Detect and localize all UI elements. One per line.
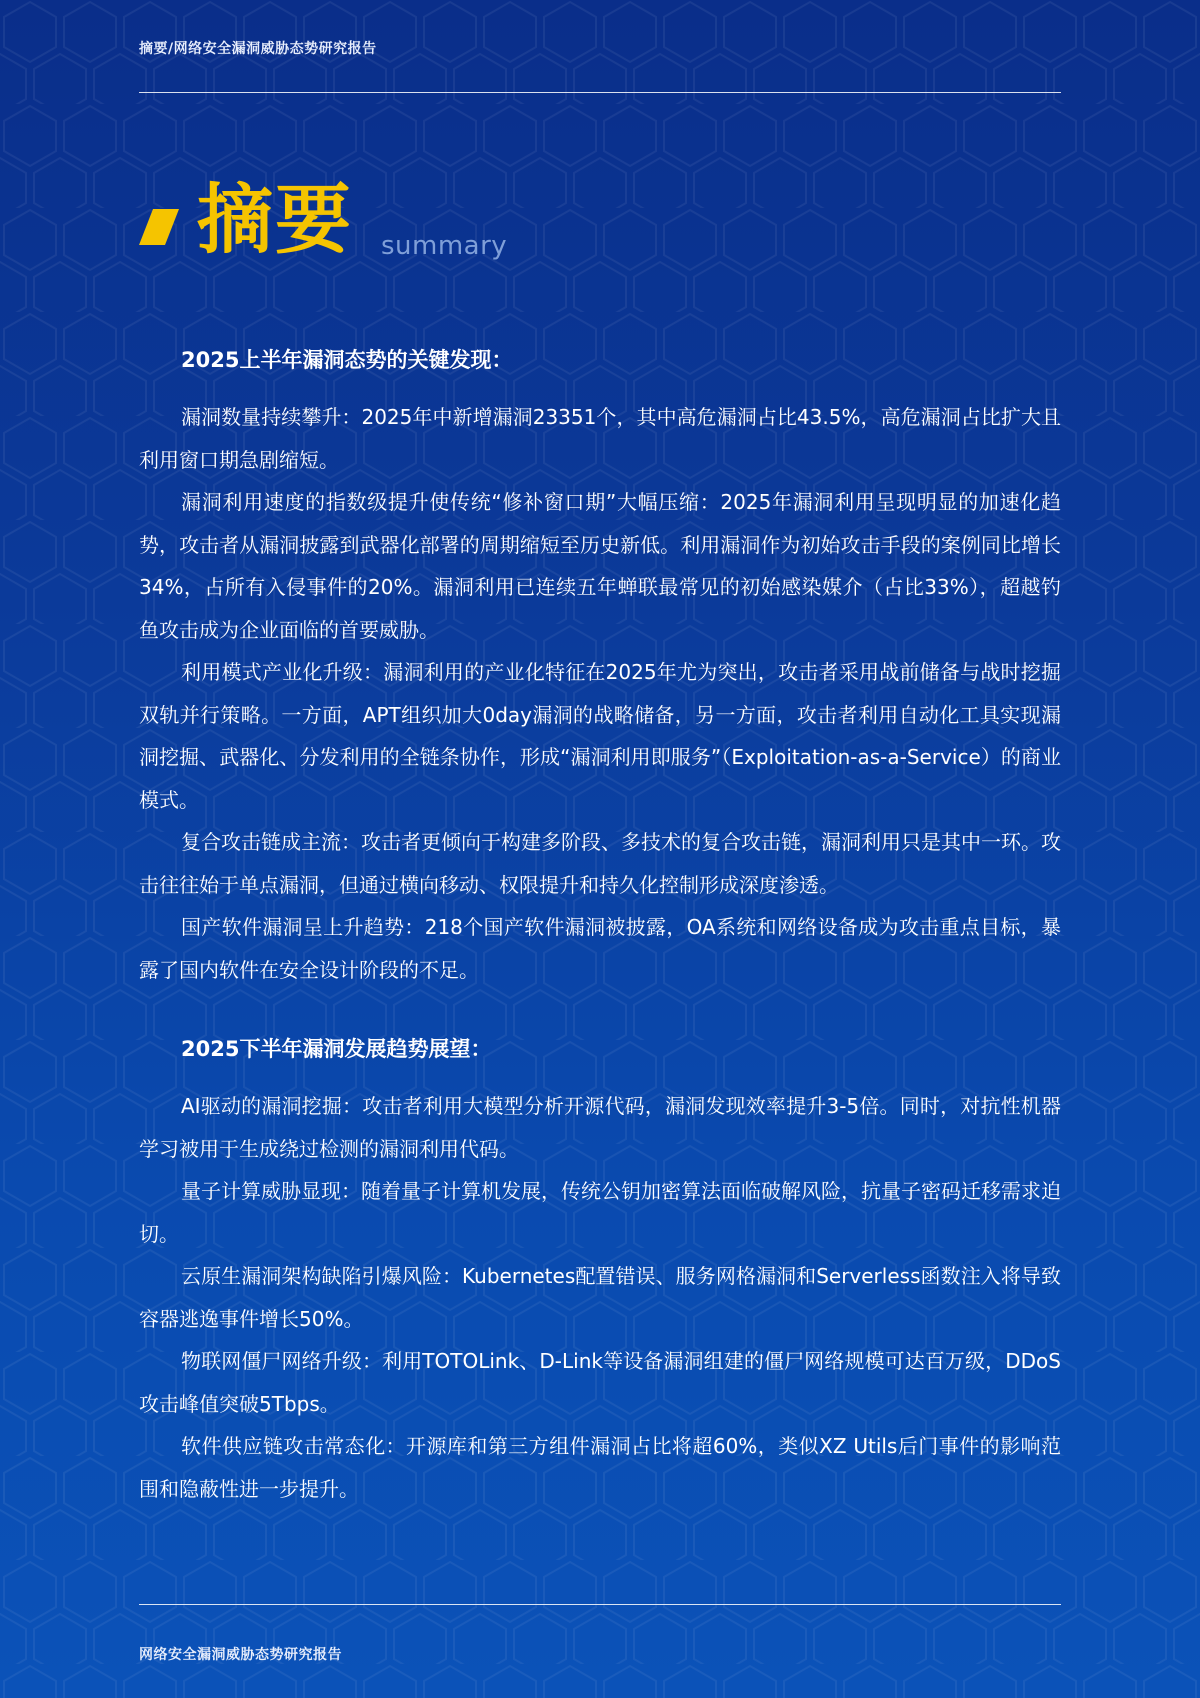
page-title-block (139, 175, 839, 275)
header-divider (139, 92, 1061, 93)
running-footer: 网络安全漏洞威胁态势研究报告 (139, 1647, 342, 1663)
paragraph: 物联网僵尸网络升级：利用TOTOLink、D-Link等设备漏洞组建的僵尸网络规模可达百万级，DDoS攻击峰值突破5Tbps。 (139, 1349, 1061, 1416)
paragraph: AI驱动的漏洞挖掘：攻击者利用大模型分析开源代码，漏洞发现效率提升3-5倍。同时，对抗性机器学习被用于生成绕过检测的漏洞利用代码。 (139, 1094, 1061, 1161)
page-subtitle: summary (381, 231, 508, 261)
page-title: 摘要 (197, 175, 353, 264)
paragraph: 软件供应链攻击常态化：开源库和第三方组件漏洞占比将超60%，类似XZ Utils后门事件的影响范围和隐蔽性进一步提升。 (139, 1434, 1061, 1501)
section-heading-h2-outlook: 2025下半年漏洞发展趋势展望： (181, 1037, 492, 1061)
slanted-bar-icon (139, 209, 179, 245)
running-header: 摘要/网络安全漏洞威胁态势研究报告 (139, 41, 377, 57)
paragraph: 国产软件漏洞呈上升趋势：218个国产软件漏洞被披露，OA系统和网络设备成为攻击重点目标，暴露了国内软件在安全设计阶段的不足。 (139, 915, 1061, 982)
paragraph: 量子计算威胁显现：随着量子计算机发展，传统公钥加密算法面临破解风险，抗量子密码迁移需求迫切。 (139, 1179, 1061, 1246)
section-heading-h1-findings: 2025上半年漏洞态势的关键发现： (181, 348, 513, 372)
paragraph: 漏洞数量持续攀升：2025年中新增漏洞23351个，其中高危漏洞占比43.5%，高危漏洞占比扩大且利用窗口期急剧缩短。 (139, 405, 1061, 472)
summary-content (139, 342, 1061, 1510)
paragraph: 利用模式产业化升级：漏洞利用的产业化特征在2025年尤为突出，攻击者采用战前储备与战时挖掘双轨并行策略。一方面，APT组织加大0day漏洞的战略储备，另一方面，攻击者利用自动化工具实现漏洞挖掘、武器化、分发利用的全链条协作，形成“漏洞利用即服务”（Exploitation-as-a-Service）的商业模式。 (139, 660, 1061, 812)
paragraph: 云原生漏洞架构缺陷引爆风险：Kubernetes配置错误、服务网格漏洞和Serverless函数注入将导致容器逃逸事件增长50%。 (139, 1264, 1061, 1331)
footer-divider (139, 1604, 1061, 1605)
paragraph: 漏洞利用速度的指数级提升使传统“修补窗口期”大幅压缩：2025年漏洞利用呈现明显的加速化趋势，攻击者从漏洞披露到武器化部署的周期缩短至历史新低。利用漏洞作为初始攻击手段的案例同比增长34%，占所有入侵事件的20%。漏洞利用已连续五年蝉联最常见的初始感染媒介（占比33%），超越钓鱼攻击成为企业面临的首要威胁。 (139, 490, 1061, 642)
paragraph: 复合攻击链成主流：攻击者更倾向于构建多阶段、多技术的复合攻击链，漏洞利用只是其中一环。攻击往往始于单点漏洞，但通过横向移动、权限提升和持久化控制形成深度渗透。 (139, 830, 1061, 897)
